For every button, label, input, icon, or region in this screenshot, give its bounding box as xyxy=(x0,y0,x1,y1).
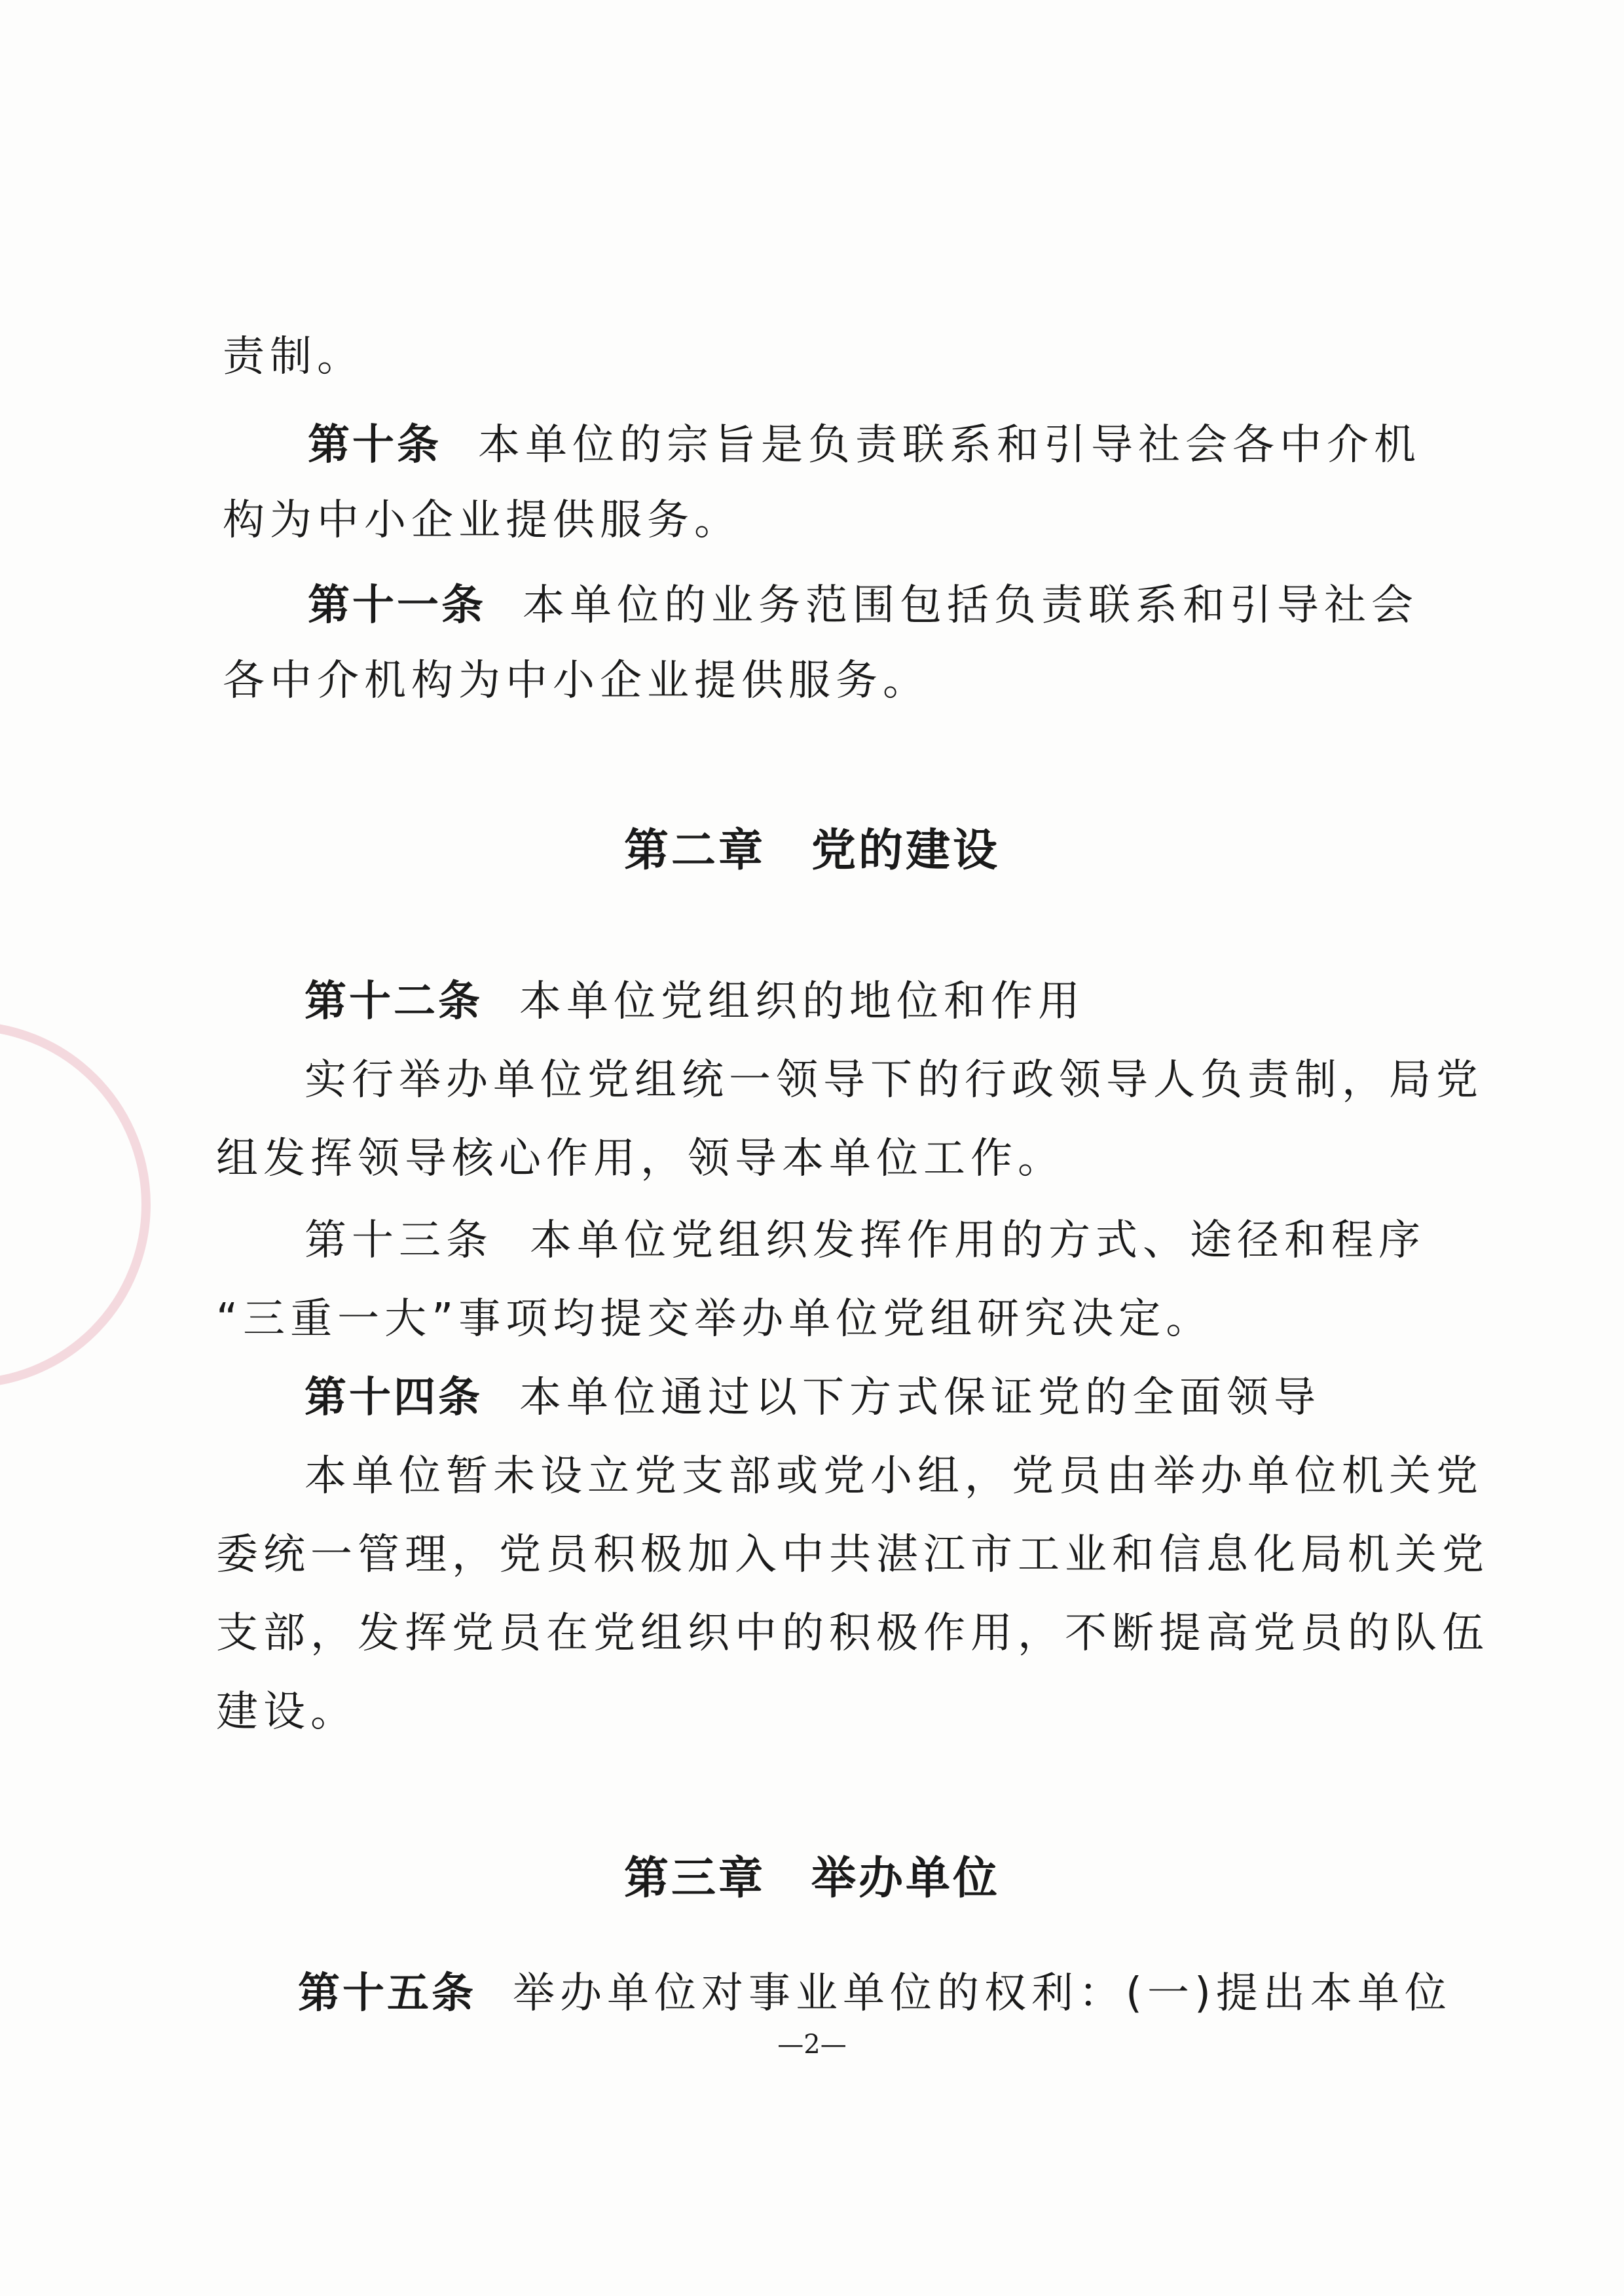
article-heading: 第十四条 xyxy=(304,1374,483,1422)
article-text: 本单位党组织发挥作用的方式、途径和程序 xyxy=(530,1216,1426,1265)
text-line: 委统一管理，党员积极加入中共湛江市工业和信息化局机关党 xyxy=(216,1531,1489,1579)
article-heading: 第十条 xyxy=(308,421,441,469)
article-text: 本单位的宗旨是负责联系和引导社会各中介机 xyxy=(478,421,1421,469)
text-line: “三重一大”事项均提交举办单位党组研究决定。 xyxy=(216,1295,1213,1343)
article-10 xyxy=(308,419,1421,471)
text-line: 责制。 xyxy=(223,333,364,381)
article-text: 本单位的业务范围包括负责联系和引导社会 xyxy=(523,581,1418,630)
chapter-title: 举办单位 xyxy=(811,1853,1001,1904)
text-line: 组发挥领导核心作用，领导本单位工作。 xyxy=(216,1135,1065,1183)
text-line: 本单位暂未设立党支部或党小组，党员由举办单位机关党 xyxy=(304,1452,1483,1501)
chapter-3-heading xyxy=(0,1843,1624,1906)
chapter-number: 第二章 xyxy=(623,825,766,877)
chapter-number: 第三章 xyxy=(623,1853,766,1904)
text-line: 支部，发挥党员在党组织中的积极作用，不断提高党员的队伍 xyxy=(216,1609,1489,1658)
official-seal-stamp xyxy=(0,1021,151,1388)
article-13 xyxy=(304,1214,1426,1267)
article-15 xyxy=(298,1967,1452,2020)
text-line: 各中介机构为中小企业提供服务。 xyxy=(223,657,930,705)
article-heading: 第十二条 xyxy=(304,977,483,1026)
article-14 xyxy=(304,1372,1321,1424)
page-number: —2— xyxy=(777,2030,847,2060)
article-12 xyxy=(304,975,1085,1028)
article-heading: 第十一条 xyxy=(308,581,486,630)
article-11 xyxy=(308,579,1418,632)
article-heading: 第十五条 xyxy=(298,1969,476,2018)
text-line: 建设。 xyxy=(216,1688,358,1736)
article-text: 本单位通过以下方式保证党的全面领导 xyxy=(519,1374,1321,1422)
article-text: 本单位党组织的地位和作用 xyxy=(519,977,1085,1026)
text-line: 构为中小企业提供服务。 xyxy=(223,496,741,545)
article-heading: 第十三条 xyxy=(304,1216,493,1265)
chapter-2-heading xyxy=(0,815,1624,879)
article-text: 举办单位对事业单位的权利：(一)提出本单位 xyxy=(513,1969,1452,2018)
chapter-title: 党的建设 xyxy=(811,825,1001,877)
text-line: 实行举办单位党组统一领导下的行政领导人负责制，局党 xyxy=(304,1056,1483,1104)
